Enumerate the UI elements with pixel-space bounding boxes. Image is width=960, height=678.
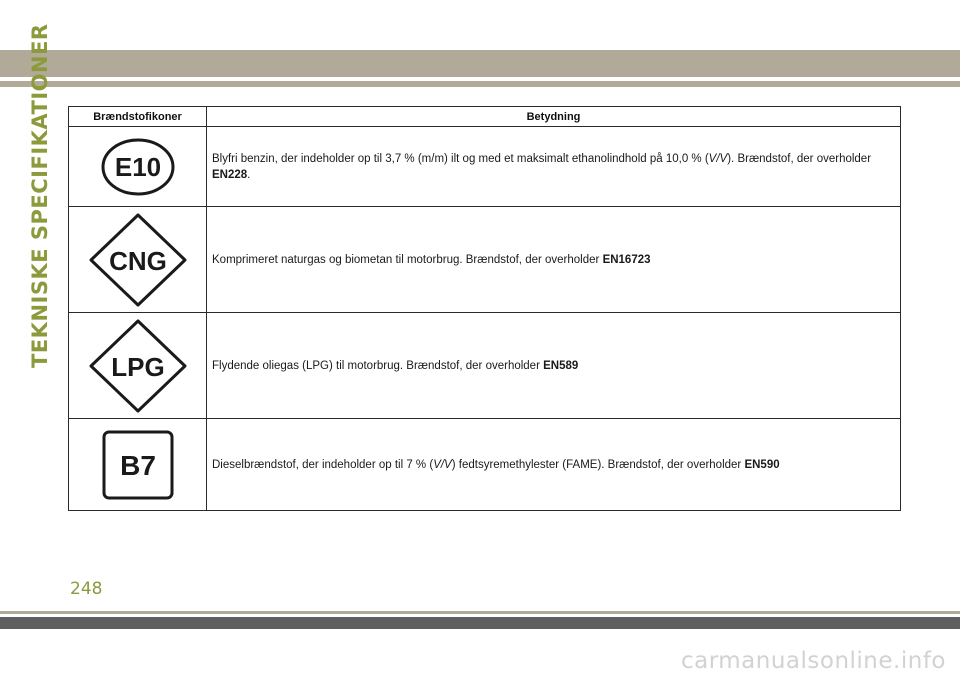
table-row [69,127,901,207]
meaning-text: Komprimeret naturgas og biometan til motorbrug. Brændstof, der overholder [212,253,603,266]
table-row [69,419,901,511]
meaning-cell [207,419,901,511]
table-row [69,207,901,313]
icon-cell [69,419,207,511]
column-header-meaning: Betydning [207,107,901,127]
icon-cell [69,127,207,207]
column-header-icons: Brændstofikoner [69,107,207,127]
volume-unit: V/V [708,152,728,165]
icon-cell [69,313,207,419]
fuel-icons-table [68,106,901,511]
standard-code: EN16723 [602,253,651,266]
meaning-text: Blyfri benzin, der indeholder op til 3,7 % (m/m) ilt og med et maksimalt ethanolindhold på 10,0 % ( [212,152,709,165]
meaning-text-end: . [247,168,251,181]
lpg-fuel-icon [88,318,188,414]
b7-icon-label: B7 [119,449,156,481]
watermark-text: carmanualsonline.info [680,648,946,674]
cng-fuel-icon [88,212,188,308]
icon-cell [69,207,207,313]
standard-code: EN589 [543,359,579,372]
volume-unit: V/V [433,458,452,471]
b7-fuel-icon [101,429,175,501]
table-row [69,313,901,419]
meaning-cell [207,313,901,419]
meaning-text: Dieselbrændstof, der indeholder op til 7 % ( [212,458,434,471]
standard-code: EN590 [744,458,780,471]
standard-code: EN228 [212,168,248,181]
e10-fuel-icon [98,137,178,197]
meaning-cell [207,207,901,313]
page-number: 248 [70,579,103,599]
footer-line [0,611,960,614]
e10-icon-label: E10 [114,151,161,182]
header-stripe [0,81,960,87]
lpg-icon-label: LPG [110,351,165,382]
meaning-text-cont: ) fedtsyremethylester (FAME). Brændstof, der overholder [451,458,745,471]
footer-band [0,617,960,629]
cng-icon-label: CNG [108,245,167,276]
section-side-title: TEKNISKE SPECIFIKATIONER [28,23,52,368]
header-band [0,50,960,77]
meaning-text: Flydende oliegas (LPG) til motorbrug. Brændstof, der overholder [212,359,544,372]
meaning-cell [207,127,901,207]
table-header-row [69,107,901,127]
meaning-text-cont: ). Brændstof, der overholder [727,152,872,165]
